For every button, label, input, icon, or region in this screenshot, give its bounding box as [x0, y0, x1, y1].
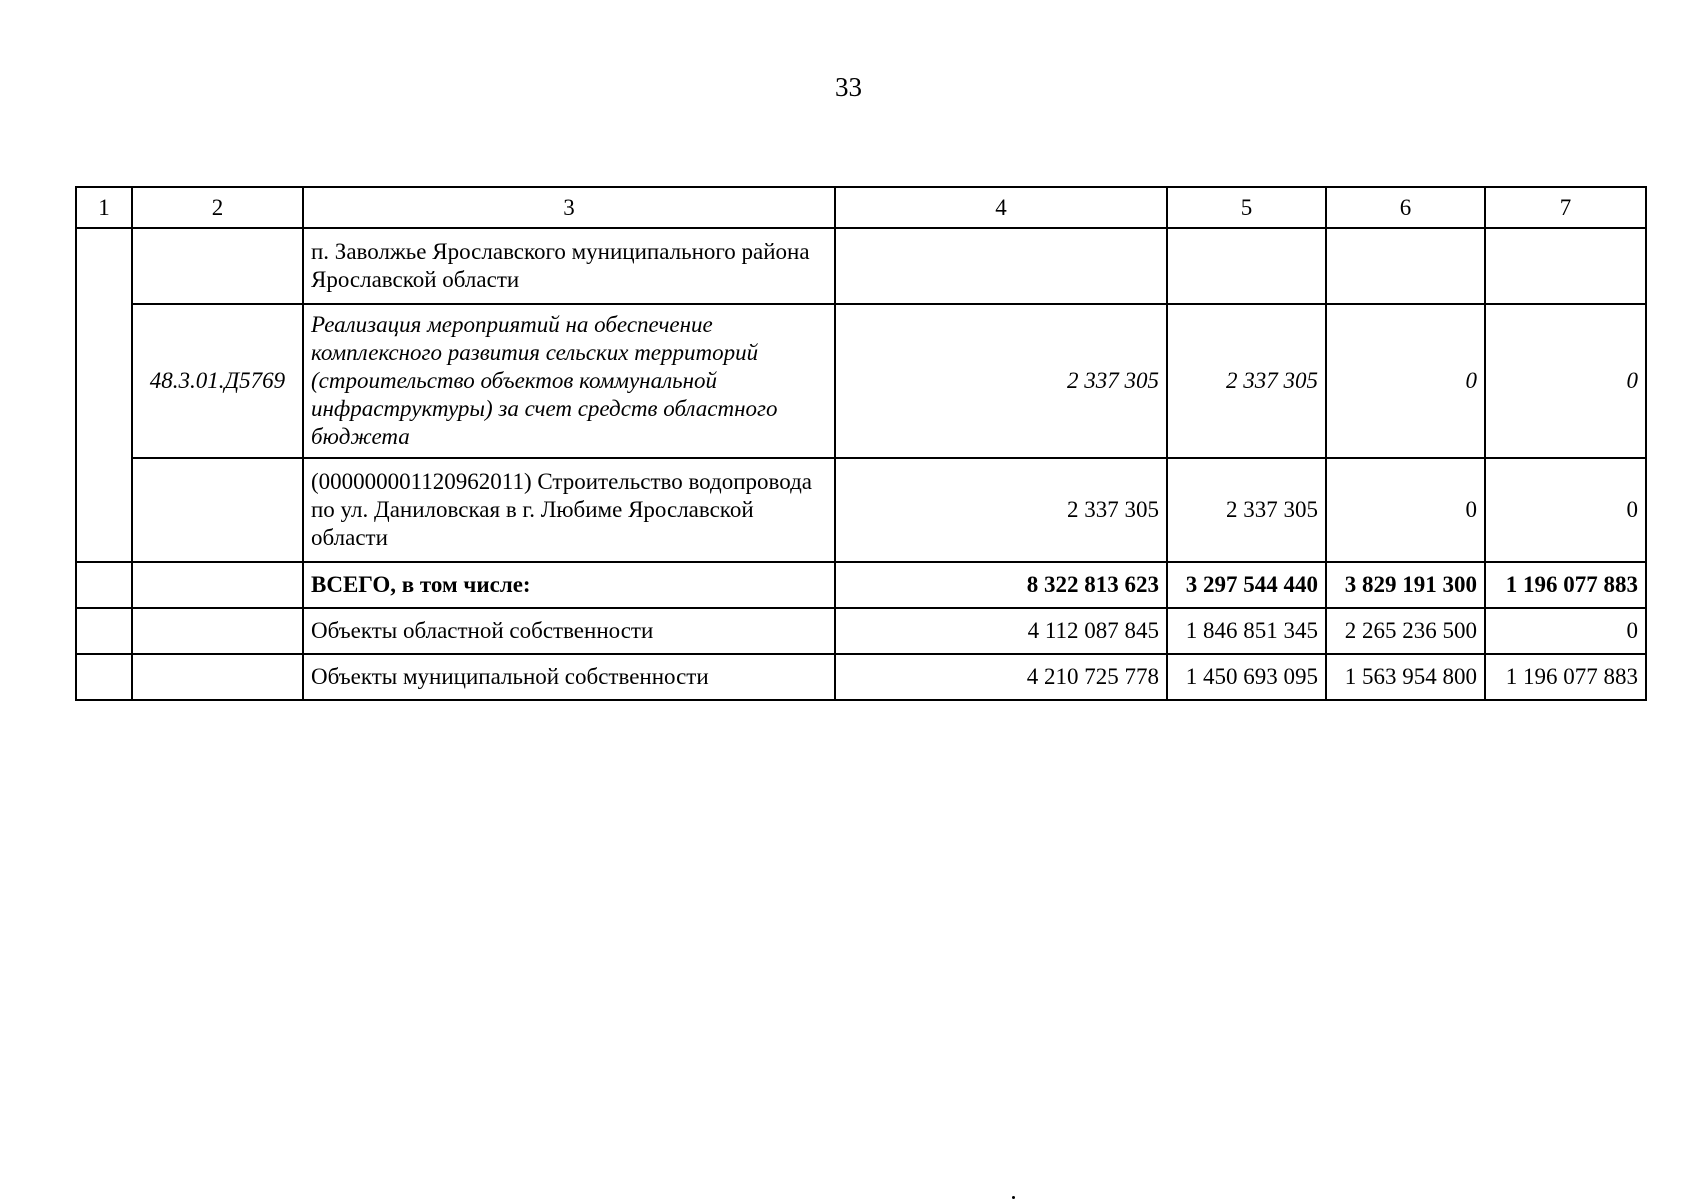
table-cell-empty	[132, 562, 303, 608]
column-header: 3	[303, 187, 835, 228]
municipal-col4: 4 210 725 778	[835, 654, 1167, 700]
regional-col4: 4 112 087 845	[835, 608, 1167, 654]
table-row-regional	[76, 608, 1646, 654]
measure-col5: 2 337 305	[1167, 304, 1326, 458]
object-description: (000000001120962011) Строительство водопровода по ул. Даниловская в г. Любиме Ярославской области	[303, 458, 835, 562]
municipal-col6: 1 563 954 800	[1326, 654, 1485, 700]
regional-label: Объекты областной собственности	[303, 608, 835, 654]
measure-col7: 0	[1485, 304, 1646, 458]
measure-col4: 2 337 305	[835, 304, 1167, 458]
measure-description: Реализация мероприятий на обеспечение комплексного развития сельских территорий (строительство объектов коммунальной инфраструктуры) за счет средств областного бюджета	[303, 304, 835, 458]
measure-code: 48.3.01.Д5769	[132, 304, 303, 458]
column-header: 1	[76, 187, 132, 228]
table-cell-empty	[76, 654, 132, 700]
municipal-col5: 1 450 693 095	[1167, 654, 1326, 700]
table-cell-empty	[1167, 228, 1326, 304]
total-col4: 8 322 813 623	[835, 562, 1167, 608]
scan-speck	[1012, 1196, 1015, 1199]
table-row-total	[76, 562, 1646, 608]
table-cell-empty	[76, 228, 132, 562]
regional-col5: 1 846 851 345	[1167, 608, 1326, 654]
table-row-measure	[76, 304, 1646, 458]
table-row-object	[76, 458, 1646, 562]
table-cell-empty	[132, 654, 303, 700]
object-col4: 2 337 305	[835, 458, 1167, 562]
table-cell-empty	[76, 562, 132, 608]
table-cell-empty	[132, 458, 303, 562]
regional-col6: 2 265 236 500	[1326, 608, 1485, 654]
table-cell-empty	[835, 228, 1167, 304]
table-cell-empty	[76, 608, 132, 654]
table-row-location	[76, 228, 1646, 304]
total-col7: 1 196 077 883	[1485, 562, 1646, 608]
total-col6: 3 829 191 300	[1326, 562, 1485, 608]
table-row-municipal	[76, 654, 1646, 700]
column-header: 7	[1485, 187, 1646, 228]
column-header: 5	[1167, 187, 1326, 228]
location-text: п. Заволжье Ярославского муниципального района Ярославской области	[303, 228, 835, 304]
object-col7: 0	[1485, 458, 1646, 562]
column-header: 6	[1326, 187, 1485, 228]
table-cell-empty	[132, 608, 303, 654]
measure-col6: 0	[1326, 304, 1485, 458]
budget-table	[75, 186, 1647, 701]
table-cell-empty	[132, 228, 303, 304]
object-col6: 0	[1326, 458, 1485, 562]
table-cell-empty	[1326, 228, 1485, 304]
object-col5: 2 337 305	[1167, 458, 1326, 562]
total-col5: 3 297 544 440	[1167, 562, 1326, 608]
column-header: 2	[132, 187, 303, 228]
table-header-row	[76, 187, 1646, 228]
table-cell-empty	[1485, 228, 1646, 304]
column-header: 4	[835, 187, 1167, 228]
municipal-col7: 1 196 077 883	[1485, 654, 1646, 700]
page-number: 33	[835, 72, 862, 102]
municipal-label: Объекты муниципальной собственности	[303, 654, 835, 700]
regional-col7: 0	[1485, 608, 1646, 654]
total-label: ВСЕГО, в том числе:	[303, 562, 835, 608]
